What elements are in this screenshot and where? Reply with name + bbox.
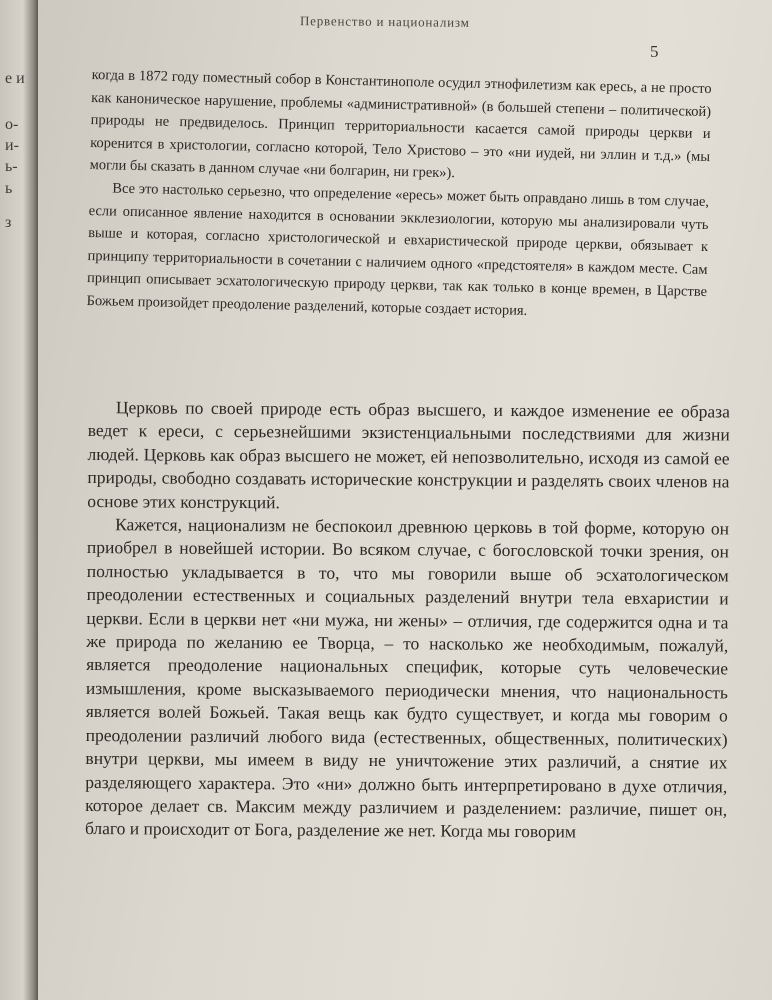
adjacent-page-fragment: и- bbox=[5, 137, 19, 154]
adjacent-page-fragment: з bbox=[5, 214, 12, 231]
paragraph: Церковь по своей природе есть образ высшего, и каждое изменение ее образа ведет к ереси, с серьезнейшими экзистенциальными последствиями для жизни людей. Церковь как образ высшего не может, ей непозволительно, исходя из самой ее природы, свободно создавать исторические конструкции и разделять своих членов на основе этих конструкций. bbox=[87, 397, 730, 512]
adjacent-page-fragment: е и bbox=[5, 70, 25, 87]
adjacent-page-fragment: о- bbox=[5, 116, 19, 133]
page-number: 5 bbox=[650, 42, 659, 61]
paragraph: Все это настолько серьезно, что определение «ересь» может быть оправдано лишь в том случае, если описанное явление находится в основании экклезиологии, которую мы анализировали чуть выше и которая, согласно христологической и евхаристической природе церкви, обязывает к принципу территориальности в сочетании с наличием одного «предстоятеля» в каждом месте. Сам принцип описывает эсхатологическую природу церкви, так как только в конце времен, в Царстве Божьем произойдет преодоление разделений, которые создает история. bbox=[86, 180, 710, 319]
book-page bbox=[38, 0, 772, 1000]
body-text-large bbox=[85, 396, 730, 845]
adjacent-page-fragment: ь- bbox=[5, 158, 18, 175]
body-text-small bbox=[86, 64, 711, 327]
paragraph: Кажется, национализм не беспокоил древнюю церковь в той форме, которую он приобрел в новейшей истории. Во всяком случае, с богословской точки зрения, он полностью укладывается в то, что мы говорили выше об эсхатологическом преодолении естественных и социальных разделений внутри тела евхаристии и церкви. Если в церкви нет «ни мужа, ни жены» – отличия, где содержится одна и та же природа по желанию ее Творца, – то насколько же необходимым, пожалуй, является преодоление национальных специфик, которые суть человеческие измышления, кроме высказываемого периодически мнения, что национальность является волей Божьей. Такая вещь как будто существует, и когда мы говорим о преодолении различий любого вида (естественных, общественных, политических) внутри церкви, мы имеем в виду не уничтожение этих различий, а снятие их разделяющего характера. Это «ни» должно быть интерпретировано в духе отличия, которое делает св. Максим между различием и разделением: различие, пишет он, благо и происходит от Бога, разделение же нет. Когда мы говорим bbox=[84, 514, 730, 842]
running-head: Первенство и национализм bbox=[299, 13, 470, 30]
paragraph: когда в 1872 году поместный собор в Константинополе осудил этнофилетизм как ересь, а не просто как каноническое нарушение, проблемы «административной» (в большей степени – политической) природы не предвиделось. Принцип территориальности касается самой природы церкви и коренится в христологии, согласно которой, Тело Христово – это «ни иудей, ни эллин и т.д.» (мы могли бы сказать в данном случае «ни болгарин, ни грек»). bbox=[89, 66, 712, 182]
adjacent-page-fragment: ь bbox=[5, 180, 13, 197]
adjacent-page-edge bbox=[0, 0, 38, 1000]
